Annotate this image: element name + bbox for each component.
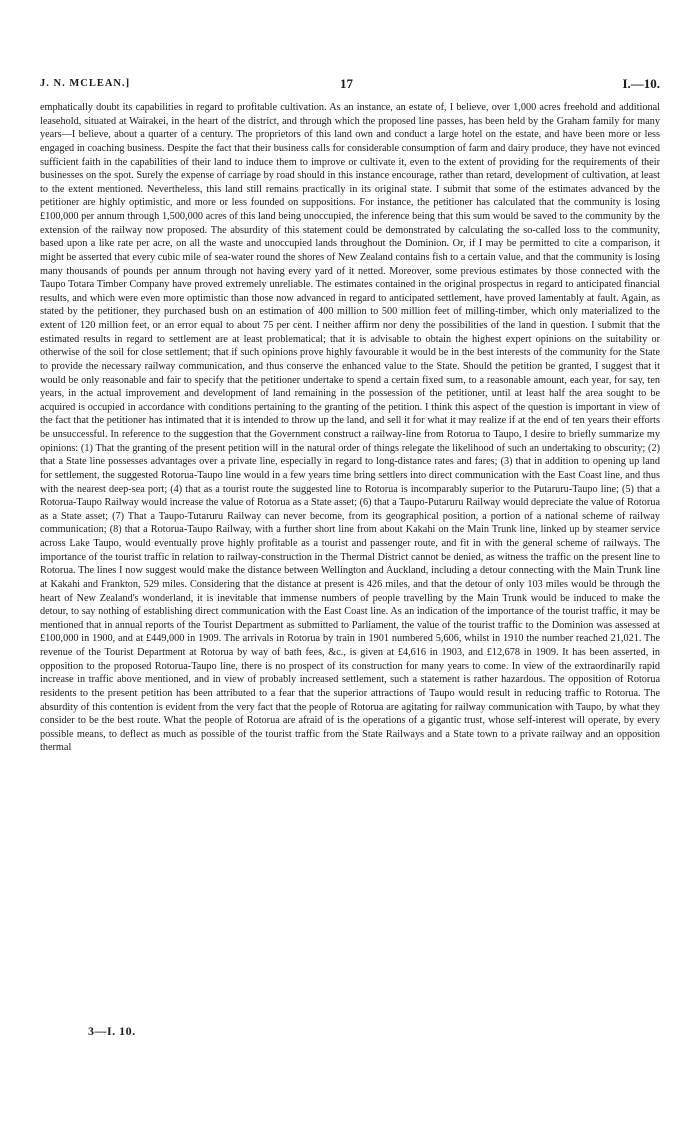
body-paragraph: emphatically doubt its capabilities in regard to profitable cultivation. As an instance, an estate of, I believe, over 1,000 acres freehold and additional leasehold, situated at Wairakei, in the heart of the district, and through which the proposed line passes, has been held by the Graham family for many years—I believe, about a quarter of a century. The proprietors of this land own and conduct a large hotel on the estate, and have been more or less engaged in coaching business. Despite the fact that their business calls for considerable consumption of farm and dairy produce, they have not evinced sufficient faith in the capabilities of their land to induce them to improve or cultivate it, even to the extent of providing for the requirements of their businesses on the spot. Surely the expense of carriage by road should in this instance encourage, rather than retard, development of cultivation, at least to the extent mentioned. Nevertheless, this land still remains practically in its original state. I submit that some of the estimates advanced by the petitioner are highly optimistic, and more or less founded on suppositions. For instance, the petitioner has calculated that the community is losing £100,000 per annum through 1,500,000 acres of this land being unoccupied, the inference being that this sum would be saved to the community by the extension of the railway now proposed. The absurdity of this statement could be demonstrated by calculating the so-called loss to the community, based upon a like rate per acre, on all the waste and unoccupied lands throughout the Dominion. Or, if I may be permitted to cite a comparison, it might be asserted that every cubic mile of sea-water round the shores of New Zealand contains fish to a certain value, and that the community is losing many thousands of pounds per annum through not having every yard of it netted. Moreover, some previous estimates by those connected with the Taupo Totara Timber Company have proved extremely unreliable. The estimates contained in the original prospectus in regard to anticipated financial results, and which were even more optimistic than those now advanced in regard to anticipated settlement, have proved lamentably at fault. Again, as stated by the petitioner, they purchased bush on an estimation of 400 million to 500 million feet of milling-timber, which only materialized to the extent of 120 million feet, or an error equal to about 75 per cent. I neither affirm nor deny the possibilities of the land in question. I submit that the estimated results in regard to settlement are at least problematical; that it is advisable to obtain the highest expert opinions on the suitability or otherwise of the soil for close settlement; that if such opinions prove highly favourable it would be in the best interests of the community for the State to provide the necessary railway communication, and thus conserve the enhanced value to the State. Should the petition be granted, I suggest that it would be only reasonable and fair to specify that the petitioner undertake to spend a certain fixed sum, to a reasonable amount, each year, for say, ten years, in the actual improvement and development of land remaining in the possession of the petitioner, until at least half the area sought to be acquired is occupied in accordance with conditions pertaining to the granting of the petition. I think this aspect of the question is important in view of the fact that the petitioner has intimated that it is intended to throw up the land, and sell it for what it may realize if at the end of ten years their efforts be unsuccessful. In reference to the suggestion that the Government construct a railway-line from Rotorua to Taupo, I desire to briefly summarize my opinions: (1) That the granting of the present petition will in the natural order of things relegate the likelihood of such an undertaking to obscurity; (2) that a State line possesses advantages over a private line, especially in regard to long-distance rates and fares; (3) that in addition to opening up land for settlement, the suggested Rotorua-Taupo line would in a few years time bring settlers into direct communication with the East Coast line, and thus with the nearest deep-sea port; (4) that as a tourist route the suggested line to Rotorua is incomparably superior to the Putaruru-Taupo line; (5) that a Rotorua-Taupo Railway would increase the value of Rotorua as a State asset; (6) that a Taupo-Putaruru Railway would depreciate the value of Rotorua as a State asset; (7) That a Taupo-Tutaruru Railway can never become, from its geographical position, a portion of a national scheme of railway communication; (8) that a Rotorua-Taupo Railway, with a further short line from about Kakahi on the Main Trunk line, linked up by steamer service across Lake Taupo, would eventually prove highly profitable as a tourist and passenger route, and fit in with the general scheme of railways. The importance of the tourist traffic in relation to railway-construction in the Thermal District cannot be denied, as witness the traffic on the present line to Rotorua. The lines I now suggest would make the distance between Wellington and Auckland, including a detour connecting with the Main Trunk line at Kakahi and Frankton, 529 miles. Considering that the distance at present is 426 miles, and that the detour of only 103 miles would be through the heart of New Zealand's wonderland, it is inevitable that immense numbers of people travelling by the Main Trunk would be induced to make the detour, to say nothing of establishing direct communication with the East Coast line. As an indication of the importance of the tourist traffic, it may be mentioned that in annual reports of the Tourist Department as submitted to Parliament, the value of the tourist traffic to the Dominion was assessed at £100,000 in 1900, and at £449,000 in 1909. The arrivals in Rotorua by train in 1901 numbered 5,606, whilst in 1910 the number reached 21,021. The revenue of the Tourist Department at Rotorua by way of bath fees, &c., is given at £4,616 in 1903, and £12,678 in 1909. It has been asserted, in opposition to the proposed Rotorua-Taupo line, there is no prospect of its construction for many years to come. In view of the extraordinarily rapid increase in traffic above mentioned, and in view of probably increased settlement, such a statement is rather hazardous. The opposition of Rotorua residents to the present petition has been attributed to a fear that the superior attractions of Taupo would result in reducing traffic to Rotorua. The absurdity of this contention is evident from the very fact that the people of Rotorua are agitating for railway communication with Taupo, by what they consider to be the best route. What the people of Rotorua are afraid of is the operations of a gigantic trust, whose self-interest will operate, by every possible means, to deflect as much as possible of the tourist traffic from the State Railways and a State town to a private railway and an opposition thermal (40, 102, 660, 754)
running-head-author: J. N. MCLEAN.] (40, 78, 131, 89)
sheet-signature: 3—I. 10. (88, 1024, 136, 1038)
running-head (40, 76, 660, 96)
page-number: 17 (340, 76, 353, 91)
document-reference: I.—10. (622, 76, 660, 91)
